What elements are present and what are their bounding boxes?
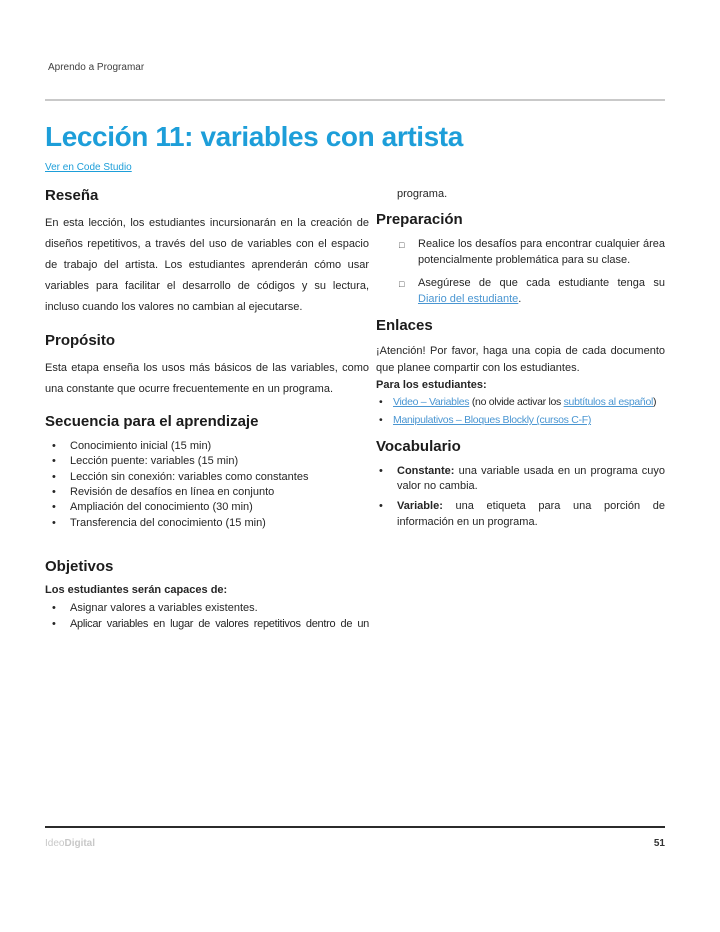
- list-item-label: [393, 395, 656, 410]
- proposito-body: Esta etapa enseña los usos más básicos de las variables, como una constante que ocurre frecuentemente en un programa.: [45, 361, 369, 395]
- footer-row: [45, 838, 665, 849]
- list-item-label: Conocimiento inicial (15 min): [70, 439, 212, 452]
- list-item: [45, 485, 369, 500]
- page-footer: [45, 826, 665, 849]
- list-item: [45, 439, 369, 454]
- enlaces-sub-heading: Para los estudiantes:: [376, 379, 487, 392]
- footer-brand-regular: Ideo: [45, 838, 65, 849]
- vocab-term: Constante:: [397, 464, 455, 477]
- section-heading-preparacion: Preparación: [376, 211, 463, 229]
- list-item: [376, 395, 665, 410]
- footer-brand: [45, 838, 95, 849]
- bullet-icon: •: [379, 414, 383, 427]
- enlaces-list: [376, 395, 665, 428]
- list-item: [45, 500, 369, 515]
- bullet-icon: •: [379, 500, 383, 513]
- bullet-icon: •: [52, 470, 56, 483]
- objetivos-list: [45, 601, 369, 632]
- list-item-suffix: .: [518, 293, 522, 306]
- list-item-label: Lección puente: variables (15 min): [70, 455, 239, 468]
- preparacion-list: [376, 237, 665, 308]
- bullet-icon: •: [379, 396, 383, 409]
- list-item: [376, 413, 665, 428]
- list-item: [45, 617, 369, 632]
- vocab-definition: una etiqueta para una porción de información en un programa.: [397, 500, 665, 528]
- secuencia-list: [45, 439, 369, 531]
- subtitulos-espanol-link[interactable]: subtítulos al español: [563, 396, 654, 409]
- list-item: [376, 499, 665, 530]
- page-number: 51: [653, 838, 665, 849]
- checkbox-icon: □: [399, 240, 405, 251]
- section-heading-resena: Reseña: [45, 187, 99, 204]
- list-item-text: (no olvide activar los: [469, 396, 564, 409]
- list-item-suffix: ): [653, 396, 657, 409]
- bullet-icon: •: [52, 617, 56, 630]
- list-item-label: Ampliación del conocimiento (30 min): [70, 501, 253, 514]
- vocabulario-list: [376, 464, 665, 531]
- video-variables-link[interactable]: Video – Variables: [393, 396, 470, 409]
- section-heading-vocabulario: Vocabulario: [376, 437, 461, 455]
- checkbox-icon: □: [399, 279, 405, 290]
- vocab-definition: una variable usada en un programa cuyo valor no cambia.: [397, 464, 666, 492]
- enlaces-body: ¡Atención! Por favor, haga una copia de cada documento que planee compartir con los estudiantes.: [376, 345, 665, 374]
- list-item-label: Transferencia del conocimiento (15 min): [70, 516, 266, 529]
- list-item: [376, 276, 665, 308]
- vocab-term: Variable:: [397, 500, 443, 513]
- section-heading-secuencia: Secuencia para el aprendizaje: [45, 412, 259, 430]
- list-item: [45, 454, 369, 469]
- section-heading-objetivos: Objetivos: [45, 558, 114, 576]
- list-item: [45, 470, 369, 485]
- list-item: [45, 601, 369, 616]
- page-title: Lección 11: variables con artista: [45, 121, 463, 152]
- list-item-label: [397, 499, 665, 530]
- diario-estudiante-link[interactable]: Diario del estudiante: [418, 293, 519, 306]
- list-item-label: Realice los desafíos para encontrar cualquier área potencialmente problemática para su clase.: [418, 238, 665, 267]
- bullet-icon: •: [379, 464, 383, 477]
- footer-brand-bold: Digital: [64, 838, 96, 849]
- objetivos-continuation: programa.: [397, 188, 448, 200]
- right-column: [376, 187, 665, 632]
- list-item-label: Asignar valores a variables existentes.: [70, 602, 258, 615]
- header-divider: [45, 99, 665, 101]
- list-item-label: Revisión de desafíos en línea en conjunto: [70, 485, 275, 498]
- list-item-label: Aplicar variables en lugar de valores repetitivos dentro de un: [70, 617, 369, 630]
- list-item: [376, 464, 665, 495]
- section-heading-enlaces: Enlaces: [376, 317, 433, 335]
- code-studio-link[interactable]: Ver en Code Studio: [45, 162, 132, 173]
- bullet-icon: •: [52, 516, 56, 529]
- list-item: [376, 237, 665, 269]
- bullet-icon: •: [52, 485, 56, 498]
- section-heading-proposito: Propósito: [45, 331, 115, 349]
- bullet-icon: •: [52, 602, 56, 615]
- list-item-text: Asegúrese de que cada estudiante tenga su: [418, 277, 665, 290]
- bullet-icon: •: [52, 455, 56, 468]
- objetivos-lead: Los estudiantes serán capaces de:: [45, 584, 228, 597]
- resena-body: En esta lección, los estudiantes incursionarán en la creación de diseños repetitivos, a través del uso de variables con el espacio de trabajo del artista. Los estudiantes aprenderán cómo usar variables para facilitar el desarrollo de códigos y su lectura, incluso cuando los valores no cambian al ejecutarse.: [45, 217, 369, 314]
- bullet-icon: •: [52, 439, 56, 452]
- content-columns: [45, 187, 665, 632]
- list-item-label: [397, 464, 665, 495]
- list-item: [45, 516, 369, 531]
- list-item-label: Lección sin conexión: variables como constantes: [70, 470, 309, 483]
- manipulativos-link[interactable]: Manipulativos – Bloques Blockly (cursos C-F): [393, 414, 592, 427]
- list-item-label: [418, 276, 665, 308]
- list-item-label: [393, 413, 591, 428]
- header-brand: Aprendo a Programar: [48, 62, 145, 73]
- left-column: [45, 187, 369, 632]
- bullet-icon: •: [52, 501, 56, 514]
- footer-divider: [45, 826, 665, 828]
